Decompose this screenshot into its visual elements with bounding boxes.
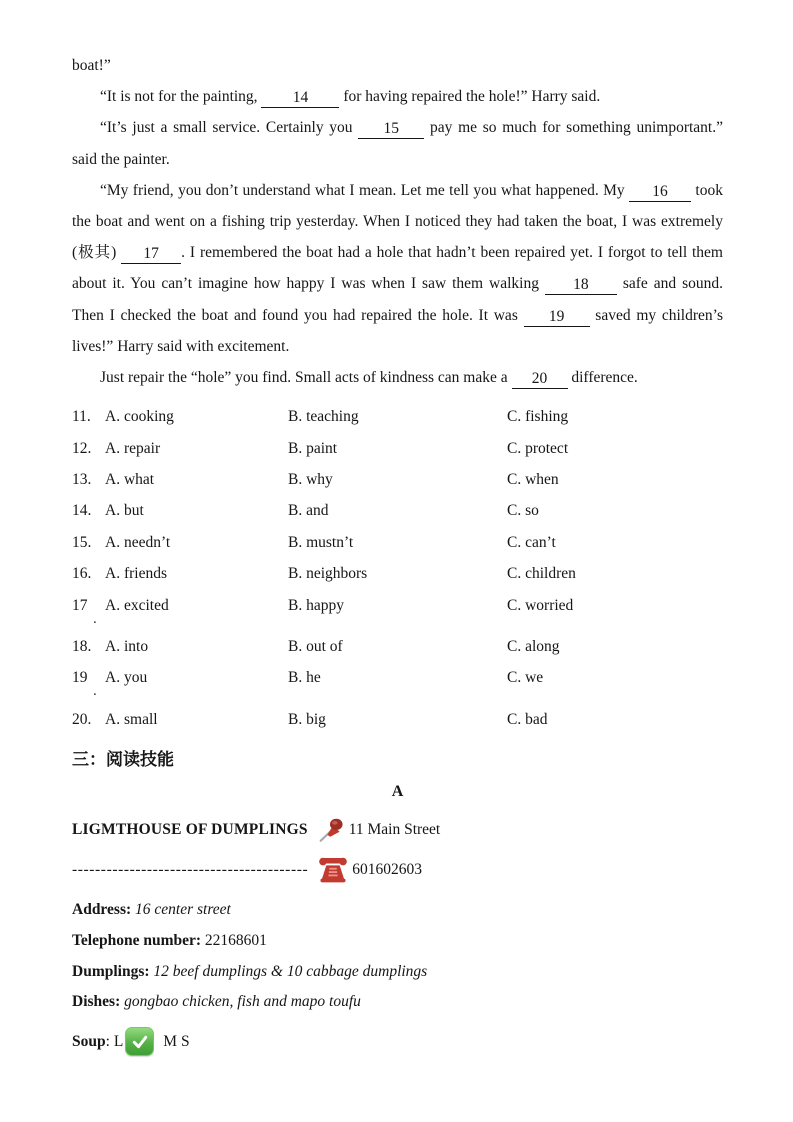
paragraph-text: took the boat and went on a fishing trip yesterday. When I noticed they had taken the boat, I was extremely (极其) [72, 181, 723, 262]
option-cell-a [72, 590, 288, 627]
option-cell-a [72, 401, 288, 432]
pushpin-icon [318, 816, 345, 843]
field-label: Dishes: [72, 993, 121, 1011]
check-mark-icon [125, 1027, 154, 1056]
option-cell-a [72, 631, 288, 662]
option-b: B. paint [288, 439, 338, 457]
option-cell-a [72, 433, 288, 464]
paragraph-text: “It is not for the painting, [100, 88, 262, 106]
option-a: A. but [105, 502, 144, 520]
blank-15: 15 [358, 120, 424, 139]
cloze-paragraph-1 [72, 81, 723, 112]
field-label: Telephone number: [72, 932, 202, 949]
option-a: A. what [105, 471, 155, 489]
option-a: A. you [105, 669, 148, 687]
street-address-text: 11 Main Street [348, 820, 441, 838]
cloze-paragraph-continuation [72, 50, 723, 81]
blank-16: 16 [629, 183, 691, 202]
cloze-paragraph-3 [72, 175, 723, 362]
divider-phone-row [72, 853, 723, 886]
paragraph-text: difference. [567, 369, 638, 387]
option-number: 20. [72, 710, 92, 728]
soup-size-l: L [113, 1032, 124, 1050]
paragraph-text: saved my children’s lives!” Harry said with excitement. [72, 306, 723, 355]
dropped-period: . [93, 610, 97, 627]
option-row-17 [72, 590, 723, 627]
field-value: 22168601 [204, 932, 267, 949]
soup-sizes-ms: M S [163, 1032, 190, 1050]
soup-colon: : [105, 1032, 114, 1050]
blank-18: 18 [545, 276, 617, 295]
blank-19: 19 [524, 308, 590, 327]
option-c: C. fishing [507, 408, 569, 426]
option-row-13 [72, 464, 723, 495]
option-a: A. repair [105, 439, 161, 457]
option-row-16 [72, 558, 723, 589]
telephone-icon [318, 856, 348, 883]
option-row-11 [72, 401, 723, 432]
option-c: C. protect [507, 439, 569, 457]
option-number: 12. [72, 439, 92, 457]
field-label: Dumplings: [72, 962, 150, 980]
option-cell-a [72, 558, 288, 589]
option-row-14 [72, 495, 723, 526]
option-a: A. into [105, 638, 149, 656]
option-a: A. cooking [105, 408, 174, 426]
paragraph-text: Just repair the “hole” you find. Small acts of kindness can make a [100, 369, 512, 387]
option-a: A. friends [105, 565, 168, 583]
soup-label: Soup [72, 1032, 106, 1050]
option-c: C. along [507, 638, 560, 656]
restaurant-header-row [72, 813, 723, 846]
flyer-phone-text: 601602603 [352, 860, 422, 878]
option-row-20 [72, 704, 723, 735]
option-b: B. out of [288, 638, 343, 656]
option-cell-a [72, 495, 288, 526]
field-telephone [72, 926, 723, 957]
option-c: C. worried [507, 596, 574, 614]
paragraph-text: pay me so much for something unimportant.” said the painter. [72, 119, 723, 168]
option-number: 18. [72, 638, 92, 656]
option-b: B. why [288, 471, 333, 489]
field-soup [72, 1025, 723, 1058]
paragraph-text: “It’s just a small service. Certainly you [100, 119, 359, 137]
option-b: B. happy [288, 596, 344, 614]
option-c: C. bad [507, 710, 548, 728]
option-b: B. and [288, 502, 329, 520]
option-c: C. can’t [507, 533, 556, 551]
option-b: B. he [288, 669, 321, 687]
cloze-paragraph-2 [72, 112, 723, 174]
field-value: 12 beef dumplings & 10 cabbage dumplings [153, 962, 428, 980]
option-number: 16. [72, 565, 92, 583]
divider-dashes: ----------------------------------------- [72, 860, 309, 878]
option-number: 11. [72, 408, 91, 426]
option-c: C. children [507, 565, 576, 583]
field-value: gongbao chicken, fish and mapo toufu [124, 993, 361, 1011]
option-a: A. needn’t [105, 533, 171, 551]
paragraph-text: for having repaired the hole!” Harry said. [339, 88, 601, 106]
dropped-period: . [93, 683, 97, 700]
option-cell-a [72, 464, 288, 495]
paragraph-text: safe and sound. Then I checked the boat and found you had repaired the hole. It was [72, 275, 723, 324]
option-b: B. neighbors [288, 565, 368, 583]
option-c: C. we [507, 669, 544, 687]
blank-14: 14 [261, 89, 339, 108]
option-c: C. so [507, 502, 539, 520]
field-address [72, 895, 723, 926]
blank-20: 20 [512, 370, 568, 389]
part-label-a: A [391, 783, 404, 801]
option-number: 17 . [72, 590, 102, 621]
paragraph-text: . I remembered the boat had a hole that hadn’t been repaired yet. I forgot to tell them about it. You can’t imagine how happy I was when I saw them walking [72, 244, 723, 293]
option-a: A. excited [105, 596, 169, 614]
option-row-15 [72, 527, 723, 558]
field-label: Address: [72, 901, 132, 919]
restaurant-name: LIGMTHOUSE OF DUMPLINGS [72, 820, 308, 838]
field-value: 16 center street [135, 901, 231, 919]
field-dishes [72, 987, 723, 1018]
option-cell-a [72, 527, 288, 558]
section-title-reading-skills: 三：阅读技能 [72, 750, 174, 770]
option-row-19 [72, 662, 723, 700]
option-number: 19 . [72, 662, 102, 693]
option-cell-a [72, 704, 288, 735]
option-c: C. when [507, 471, 559, 489]
option-number: 14. [72, 502, 92, 520]
paragraph-text: “My friend, you don’t understand what I mean. Let me tell you what happened. My [100, 181, 630, 199]
option-a: A. small [105, 710, 158, 728]
blank-17: 17 [121, 245, 181, 264]
option-b: B. big [288, 710, 326, 728]
paragraph-text: boat!” [72, 57, 111, 74]
option-b: B. teaching [288, 408, 359, 426]
option-b: B. mustn’t [288, 533, 354, 551]
option-number: 15. [72, 533, 92, 551]
field-dumplings [72, 957, 723, 988]
cloze-paragraph-4 [72, 362, 723, 393]
option-row-12 [72, 433, 723, 464]
options-list [72, 401, 723, 735]
option-number: 13. [72, 471, 92, 489]
option-row-18 [72, 631, 723, 662]
option-cell-a [72, 662, 288, 700]
